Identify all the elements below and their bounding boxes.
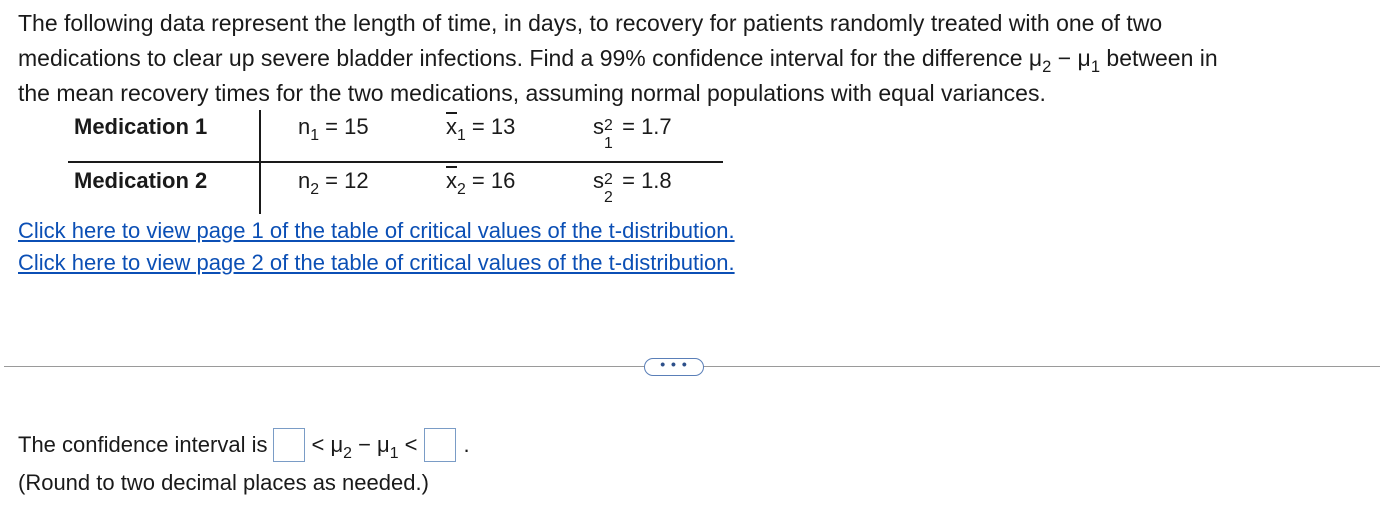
mu-subscript-2: 2	[1042, 56, 1052, 76]
t-table-page-2-link[interactable]: Click here to view page 2 of the table of critical values of the t-distribution.	[18, 250, 735, 275]
medication-label: Medication 1	[74, 114, 208, 139]
sample-variance-value: s 2 2 = 1.8	[593, 168, 672, 206]
question-line-3: the mean recovery times for the two medications, assuming normal populations with equal variances.	[18, 80, 1046, 106]
table-row-medication-2	[68, 164, 723, 214]
interval-expression: < $\mu_2 - \mu_1$ <	[311, 432, 418, 462]
sample-mean-value: $\overline{x}_1 = 13$	[446, 114, 516, 144]
rounding-note: (Round to two decimal places as needed.)	[18, 470, 429, 495]
answer-prefix: The confidence interval is	[18, 432, 268, 457]
sample-mean-value: $\overline{x}_2 = 16$	[446, 168, 516, 198]
question-minus-mu: − μ	[1051, 45, 1091, 71]
question-line-1: The following data represent the length of time, in days, to recovery for patients randomly treated with one of two	[18, 10, 1163, 36]
expand-more-button[interactable]: • • •	[644, 358, 704, 376]
sample-size-value: $n_1 = 15$	[298, 114, 369, 144]
sample-variance-value: s 2 1 = 1.7	[593, 114, 672, 152]
table-row-medication-1	[68, 110, 723, 160]
answer-section	[18, 426, 470, 502]
t-table-page-1-link[interactable]: Click here to view page 1 of the table of critical values of the t-distribution.	[18, 218, 735, 243]
question-text	[18, 6, 1378, 111]
answer-line	[18, 426, 470, 464]
question-line-2-end: between in	[1100, 45, 1218, 71]
table-row-divider	[68, 161, 723, 163]
sample-size-value: $n_2 = 12$	[298, 168, 369, 198]
upper-bound-input[interactable]	[424, 428, 456, 462]
statistics-table	[68, 110, 723, 214]
medication-label: Medication 2	[74, 168, 208, 193]
mu-subscript-1: 1	[1090, 56, 1101, 76]
critical-values-links	[18, 215, 735, 279]
answer-period: .	[463, 432, 470, 457]
lower-bound-input[interactable]	[273, 428, 305, 462]
question-line-2	[18, 41, 1378, 76]
question-line-2-start: medications to clear up severe bladder infections. Find a 99% confidence interval for the difference μ	[18, 45, 1043, 71]
